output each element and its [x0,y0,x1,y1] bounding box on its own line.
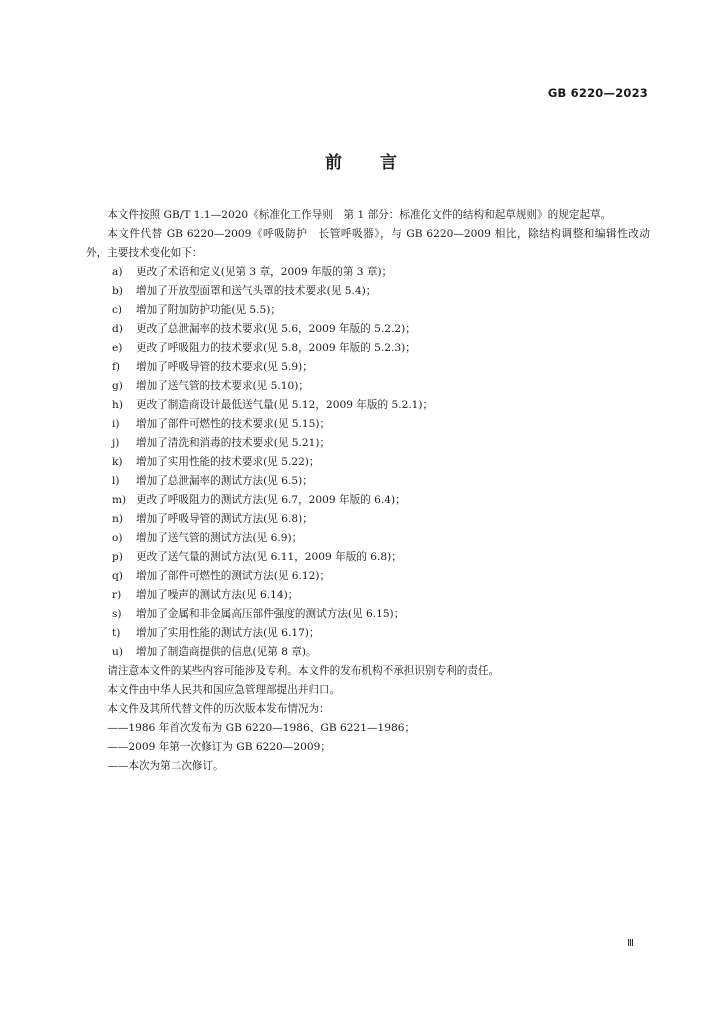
list-marker: g) [112,380,123,392]
list-marker: n) [112,513,123,525]
technical-change-item [86,529,650,548]
technical-change-item [86,605,650,624]
list-marker: f) [112,361,121,373]
list-item-text: 增加了送气管的技术要求(见 5.10)； [136,380,309,392]
intro-paragraph-1: 本文件按照 GB/T 1.1—2020《标准化工作导则 第 1 部分：标准化文件的结构和起草规则》的规定起草。 [107,209,612,221]
page-number: Ⅲ [627,938,634,949]
list-item-text: 增加了实用性能的测试方法(见 6.17)； [136,627,320,639]
list-item-text: 增加了部件可燃性的测试方法(见 6.12)； [136,570,331,582]
technical-change-item [86,586,650,605]
list-marker: r) [112,589,122,601]
list-marker: p) [112,551,123,563]
technical-change-item [86,377,650,396]
technical-change-item [86,548,650,567]
history-item: ——1986 年首次发布为 GB 6220—1986、GB 6221—1986； [107,722,416,734]
list-item-text: 更改了呼吸阻力的技术要求(见 5.8，2009 年版的 5.2.3)； [136,342,416,354]
list-item-text: 更改了送气量的测试方法(见 6.11，2009 年版的 6.8)； [136,551,402,563]
list-marker: d) [112,323,123,335]
list-marker: a) [112,266,123,278]
technical-change-item [86,567,650,586]
list-item-text: 增加了附加防护功能(见 5.5)； [136,304,282,316]
proposed-by-statement: 本文件由中华人民共和国应急管理部提出并归口。 [107,684,341,696]
technical-change-item [86,301,650,320]
page-title [0,148,724,173]
list-marker: q) [112,570,123,582]
list-marker: o) [112,532,123,544]
technical-change-item [86,434,650,453]
list-marker: l) [112,475,120,487]
technical-change-item [86,358,650,377]
technical-changes-list [86,263,650,662]
technical-change-item [86,263,650,282]
technical-change-item [86,453,650,472]
list-marker: m) [112,494,127,506]
technical-change-item [86,472,650,491]
list-marker: e) [112,342,123,354]
list-item-text: 增加了清洗和消毒的技术要求(见 5.21)； [136,437,331,449]
page-title-part-1: 前 [325,153,344,173]
list-item-text: 增加了呼吸导管的技术要求(见 5.9)； [136,361,313,373]
technical-change-item [86,320,650,339]
list-item-text: 增加了送气管的测试方法(见 6.9)； [136,532,303,544]
list-marker: s) [112,608,122,620]
technical-change-item [86,491,650,510]
page-title-part-2: 言 [380,153,399,173]
list-marker: h) [112,399,123,411]
list-marker: k) [112,456,123,468]
list-marker: c) [112,304,123,316]
document-body [86,206,650,776]
list-item-text: 增加了呼吸导管的测试方法(见 6.8)； [136,513,313,525]
technical-change-item [86,396,650,415]
list-item-text: 增加了开放型面罩和送气头罩的技术要求(见 5.4)； [136,285,377,297]
list-marker: b) [112,285,123,297]
list-marker: u) [112,646,123,658]
history-item: ——本次为第二次修订。 [107,760,224,772]
technical-change-item [86,339,650,358]
list-item-text: 更改了总泄漏率的技术要求(见 5.6，2009 年版的 5.2.2)； [136,323,416,335]
technical-change-item [86,643,650,662]
patent-notice: 请注意本文件的某些内容可能涉及专利。本文件的发布机构不承担识别专利的责任。 [107,665,500,677]
list-marker: t) [112,627,121,639]
list-item-text: 增加了实用性能的技术要求(见 5.22)； [136,456,320,468]
technical-change-item [86,624,650,643]
intro-paragraph-2: 本文件代替 GB 6220—2009《呼吸防护 长管呼吸器》，与 GB 6220—2009 相比，除结构调整和编辑性改动外，主要技术变化如下： [86,228,650,259]
list-item-text: 更改了术语和定义(见第 3 章，2009 年版的第 3 章)； [136,266,393,278]
list-marker: i) [112,418,120,430]
technical-change-item [86,282,650,301]
technical-change-item [86,415,650,434]
list-item-text: 增加了部件可燃性的技术要求(见 5.15)； [136,418,331,430]
list-item-text: 增加了噪声的测试方法(见 6.14)； [136,589,299,601]
list-item-text: 更改了呼吸阻力的测试方法(见 6.7，2009 年版的 6.4)； [136,494,406,506]
list-item-text: 增加了金属和非金属高压部件强度的测试方法(见 6.15)； [136,608,405,620]
history-intro: 本文件及其所代替文件的历次版本发布情况为： [107,703,330,715]
list-marker: j) [112,437,120,449]
standard-code: GB 6220—2023 [547,86,648,100]
history-item: ——2009 年第一次修订为 GB 6220—2009； [107,741,331,753]
list-item-text: 增加了制造商提供的信息(见第 8 章)。 [136,646,317,658]
technical-change-item [86,510,650,529]
list-item-text: 增加了总泄漏率的测试方法(见 6.5)； [136,475,313,487]
list-item-text: 更改了制造商设计最低送气量(见 5.12，2009 年版的 5.2.1)； [136,399,434,411]
